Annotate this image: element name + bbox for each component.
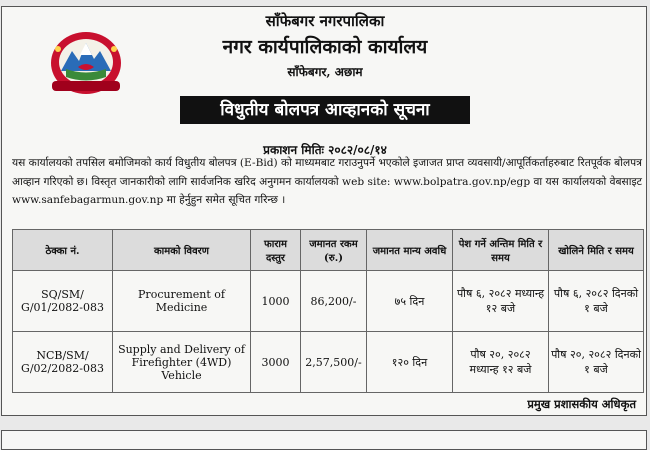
form-fee: 1000 [251,271,301,332]
submission-deadline: पौष २०, २०८२ मध्यान्ह १२ बजे [453,332,549,393]
work-description: Procurement of Medicine [113,271,251,332]
notice-title-banner: विधुतीय बोलपत्र आव्हानको सूचना [180,96,470,124]
bid-security: 86,200/- [301,271,367,332]
bid-security: 2,57,500/- [301,332,367,393]
table-row [13,271,644,332]
opening-time: पौष २०, २०८२ दिनको १ बजे [549,332,644,393]
office-location: साँफेबगर, अछाम [287,65,363,79]
col-header-security-validity: जमानत मान्य अवधि [367,230,453,271]
col-header-contract-no: ठेक्का नं. [13,230,113,271]
work-description: Supply and Delivery of Firefighter (4WD) Vehicle [113,332,251,393]
security-validity: १२० दिन [367,332,453,393]
contract-no: NCB/SM/ G/02/2082-083 [13,332,113,393]
signatory-title: प्रमुख प्रशासकीय अधिकृत [527,397,636,411]
col-header-submission-deadline: पेश गर्ने अन्तिम मिति र समय [453,230,549,271]
table-row [13,332,644,393]
col-header-bid-security: जमानत रकम (रु.) [301,230,367,271]
col-header-form-fee: फाराम दस्तुर [251,230,301,271]
table-header-row [13,230,644,271]
contract-no: SQ/SM/ G/01/2082-083 [13,271,113,332]
municipality-name: साँफेबगर नगरपालिका [265,12,385,30]
security-validity: ७५ दिन [367,271,453,332]
form-fee: 3000 [251,332,301,393]
publication-date: प्रकाशन मितिः २०८२/०८/१४ [263,143,387,157]
notice-frame [1,6,647,416]
tender-table [12,229,644,393]
next-notice-frame [1,430,647,450]
office-title: नगर कार्यपालिकाको कार्यालय [222,36,428,58]
col-header-opening-time: खोलिने मिति र समय [549,230,644,271]
opening-time: पौष ६, २०८२ दिनको १ बजे [549,271,644,332]
notice-body: यस कार्यालयको तपसिल बमोजिमको कार्य विधुतीय बोलपत्र (E-Bid) को माध्यमबाट गराउनुपर्ने भएकोले इजाजत प्राप्त व्यवसायी/आपूर्तिकर्ताहरुबाट रितपूर्वक बोलपत्र आव्हान गरिएको छ। विस्तृत जानकारीको लागि सार्वजनिक खरिद अनुगमन कार्यालयको web site: www.bolpatra.gov.np/egp वा यस कार्यालयको वेबसाइट www.sanfebagarmun.gov.np मा हेर्नुहुन समेत सूचित गरिन्छ । [12,157,642,206]
col-header-work-description: कामको विवरण [113,230,251,271]
submission-deadline: पौष ६, २०८२ मध्यान्ह १२ बजे [453,271,549,332]
